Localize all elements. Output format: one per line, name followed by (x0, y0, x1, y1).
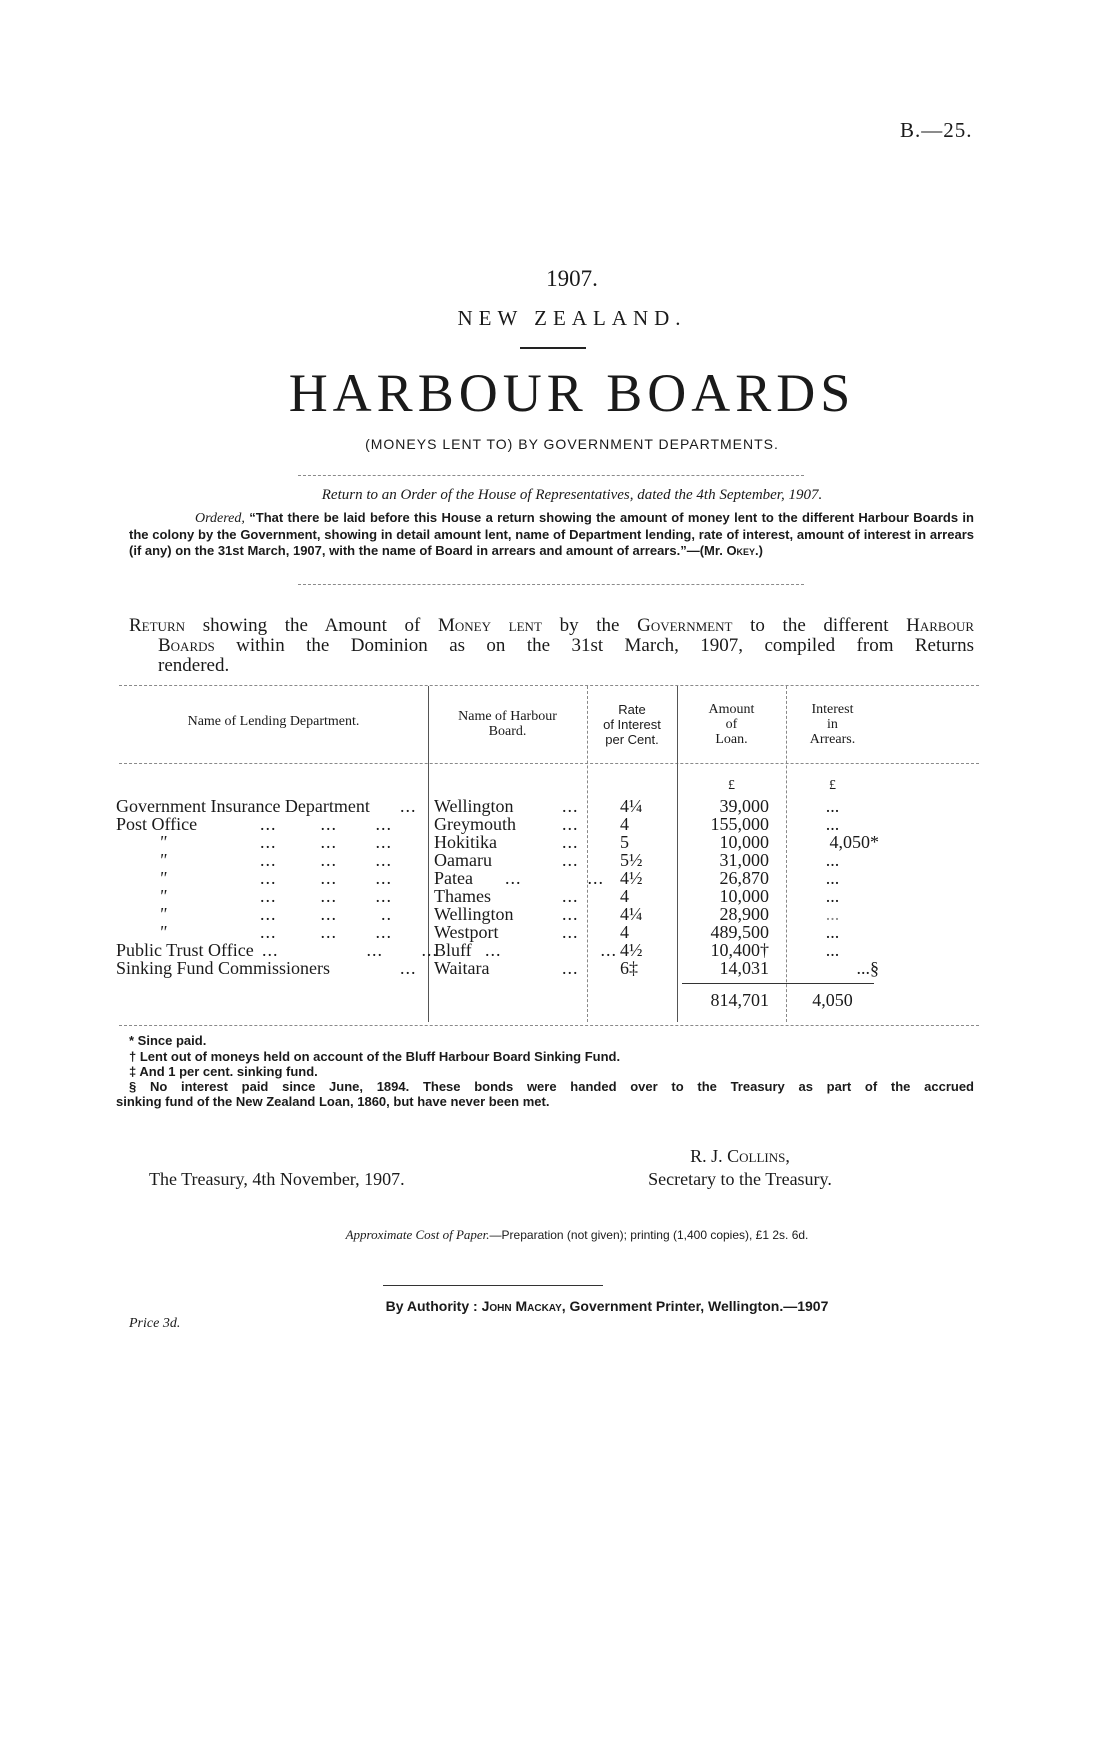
year: 1907. (546, 266, 598, 291)
cell-board: Westport (434, 922, 499, 942)
cell-dept: " (159, 850, 167, 870)
cell-dept: " (159, 886, 167, 906)
cell-board: Waitara (434, 958, 490, 978)
leader-dots: ... (562, 814, 579, 834)
leader-dots: ... (400, 958, 417, 978)
cell-dept: " (159, 832, 167, 852)
cell-interest: 4,050* (829, 832, 879, 852)
leader-dots: ... ... ... (260, 868, 392, 888)
heading-text: by the (559, 615, 620, 636)
currency-symbol-amount: £ (728, 778, 735, 793)
document-reference: B.—25. (900, 118, 973, 142)
heading-text: within the Dominion as on the 31st March, 1907, compiled from Returns (236, 635, 974, 656)
leader-dots: ... (562, 850, 579, 870)
total-rule (682, 983, 874, 984)
cost-text: —Preparation (not given); printing (1,400 copies), £1 2s. 6d. (489, 1228, 809, 1242)
cell-board: Wellington (434, 904, 514, 924)
ordered-paragraph (129, 510, 974, 559)
cell-rate: 4¼ (620, 904, 643, 924)
footnote: § No interest paid since June, 1894. These bonds were handed over to the Treasury as part of the accrued (129, 1079, 974, 1094)
currency-symbol-interest: £ (829, 778, 836, 793)
leader-dots: ... ... ... (262, 940, 438, 960)
ordered-text: “That there be laid before this House a return showing the amount of money lent to the different Harbour Boards in the colony by the Government, showing in detail amount lent, name of Department lending, rate of interest, amount of interest in arrears (if any) on the 31st March, 1907, with the name of Board in arrears and amount of arrears.”—(Mr. (129, 510, 974, 558)
page-title: HARBOUR BOARDS (288, 363, 856, 423)
table-header-rule (119, 763, 979, 764)
header-amount (677, 702, 786, 747)
leader-dots: ... ... ... (260, 886, 392, 906)
cell-board: Oamaru (434, 850, 492, 870)
cell-amount: 489,500 (710, 922, 769, 942)
word-harbour: Harbour (906, 615, 975, 636)
title-rule (520, 347, 586, 349)
treasury-place-date: The Treasury, 4th November, 1907. (149, 1169, 405, 1189)
header-line: Name of Harbour (458, 709, 557, 724)
signatory-title: Secretary to the Treasury. (648, 1169, 832, 1189)
cell-dept: " (159, 904, 167, 924)
header-line: Amount (708, 702, 755, 717)
cell-dept: Government Insurance Department (116, 796, 370, 816)
cell-interest: ... (825, 868, 840, 888)
header-rate (587, 702, 677, 747)
cell-rate: 5 (620, 832, 629, 852)
header-line: Interest (811, 702, 854, 717)
leader-dots: ... ... (505, 868, 604, 888)
by-authority: By Authority : (385, 1298, 478, 1314)
leader-dots: ... ... .. (260, 904, 392, 924)
cell-interest: ... (825, 850, 840, 870)
header-line: Board. (488, 724, 527, 739)
cell-board: Bluff (434, 940, 472, 960)
cell-rate: 5½ (620, 850, 643, 870)
cell-amount: 10,400† (710, 940, 769, 960)
cell-rate: 4¼ (620, 796, 643, 816)
leader-dots: ... ... ... (260, 850, 392, 870)
leader-dots: ... (562, 886, 579, 906)
total-interest: 4,050 (812, 990, 853, 1010)
cell-board: Wellington (434, 796, 514, 816)
cell-interest: ... (825, 886, 840, 906)
cell-dept: Sinking Fund Commissioners (116, 958, 331, 978)
imprint-rest: Government Printer, Wellington.—1907 (569, 1298, 829, 1314)
cell-interest: ... (825, 922, 840, 942)
cell-amount: 39,000 (719, 796, 769, 816)
cell-board: Hokitika (434, 832, 497, 852)
header-line: Arrears. (809, 732, 856, 747)
footnote: ‡ And 1 per cent. sinking fund. (129, 1064, 318, 1079)
cell-amount: 14,031 (719, 958, 769, 978)
cell-dept: " (159, 922, 167, 942)
ordered-word: Ordered, (195, 511, 245, 526)
printer-name: John Mackay, (481, 1298, 566, 1314)
leader-dots: ... (400, 796, 417, 816)
word-money-lent: Money lent (438, 615, 542, 636)
footnote: † Lent out of moneys held on account of the Bluff Harbour Board Sinking Fund. (129, 1049, 621, 1064)
cost-of-paper (0, 1227, 1114, 1243)
word-boards: Boards (158, 635, 215, 656)
header-line: per Cent. (605, 732, 659, 747)
total-amount: 814,701 (710, 990, 769, 1010)
heading-text: to the different (750, 615, 889, 636)
cell-interest: ... (825, 904, 840, 924)
page-subtitle: (MONEYS LENT TO) BY GOVERNMENT DEPARTMENTS. (365, 436, 779, 452)
cell-rate: 4 (620, 814, 629, 834)
cell-interest: ... (825, 796, 840, 816)
cell-amount: 10,000 (719, 832, 769, 852)
cell-interest: ... (825, 814, 840, 834)
country: NEW ZEALAND. (457, 306, 687, 330)
header-line: of Interest (603, 717, 661, 732)
leader-dots: ... (562, 904, 579, 924)
cell-dept: Post Office (116, 814, 198, 834)
cell-amount: 10,000 (719, 886, 769, 906)
leader-dots: ... (562, 796, 579, 816)
cell-interest: ... (825, 940, 840, 960)
imprint-rule (383, 1285, 603, 1286)
cell-rate: 4½ (620, 940, 643, 960)
cell-rate: 6‡ (620, 958, 638, 978)
header-line: Rate (618, 702, 646, 717)
header-line: Loan. (715, 732, 748, 747)
divider (298, 584, 804, 585)
cell-amount: 31,000 (719, 850, 769, 870)
cell-amount: 155,000 (710, 814, 769, 834)
header-line: of (725, 717, 738, 732)
word-return: Return (129, 615, 186, 636)
header-harbour-board (428, 709, 587, 739)
footnote: sinking fund of the New Zealand Loan, 1860, but have never been met. (116, 1094, 550, 1109)
footnote: * Since paid. (129, 1033, 207, 1048)
header-interest (786, 702, 879, 747)
divider (298, 475, 804, 476)
heading-text: showing the Amount of (202, 615, 421, 636)
cost-label: Approximate Cost of Paper. (345, 1227, 490, 1242)
leader-dots: ... ... (485, 940, 617, 960)
table-bottom-rule (119, 1025, 979, 1026)
printer-imprint (0, 1298, 1114, 1314)
cell-dept: " (159, 868, 167, 888)
price: Price 3d. (129, 1316, 181, 1331)
leader-dots: ... (562, 922, 579, 942)
heading-text: rendered. (158, 655, 230, 676)
signatory-name: R. J. Collins, (690, 1146, 790, 1166)
cell-board: Thames (434, 886, 491, 906)
word-government: Government (637, 615, 733, 636)
cell-dept: Public Trust Office (116, 940, 254, 960)
cell-amount: 26,870 (719, 868, 769, 888)
table-top-rule (119, 685, 979, 686)
cell-rate: 4½ (620, 868, 643, 888)
leader-dots: ... ... ... (260, 814, 392, 834)
cell-rate: 4 (620, 886, 629, 906)
header-lending-department: Name of Lending Department. (187, 714, 360, 729)
leader-dots: ... (562, 958, 579, 978)
header-line: in (827, 717, 838, 732)
cell-interest: ...§ (856, 958, 879, 978)
member-name: Okey.) (726, 543, 763, 558)
leader-dots: ... (562, 832, 579, 852)
return-heading (129, 616, 974, 676)
cell-board: Greymouth (434, 814, 516, 834)
cell-amount: 28,900 (719, 904, 769, 924)
cell-board: Patea (434, 868, 473, 888)
leader-dots: ... ... ... (260, 832, 392, 852)
cell-rate: 4 (620, 922, 629, 942)
return-order-line: Return to an Order of the House of Representatives, dated the 4th September, 1907. (321, 487, 823, 503)
leader-dots: ... ... ... (260, 922, 392, 942)
